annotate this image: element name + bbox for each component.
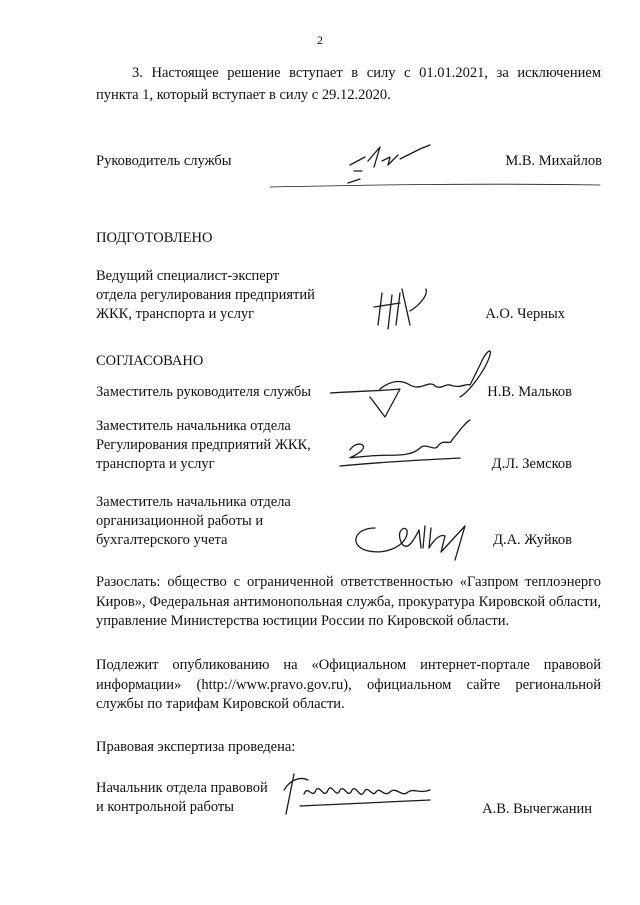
distribution-text: Разослать: общество с ограниченной ответственностью «Газпром теплоэнерго Киров», Федеральная антимонопольная служба, прокуратура Кировской области, управление Министерства юстиции России по Кировской области.	[96, 574, 601, 629]
prepared-line-3: ЖКК, транспорта и услуг	[96, 306, 255, 322]
head-position: Руководитель службы	[96, 153, 232, 169]
agreed-1-line-1: Заместитель руководителя службы	[96, 384, 312, 400]
agreed-2-line-3: транспорта и услуг	[96, 456, 215, 472]
agreed-3-line-1: Заместитель начальника отдела	[96, 494, 291, 510]
head-name: М.В. Михайлов	[505, 153, 602, 169]
legal-head-line-1: Начальник отдела правовой	[96, 780, 268, 796]
prepared-signature	[370, 285, 440, 335]
agreed-3-line-3: бухгалтерского учета	[96, 532, 228, 548]
agreed-2-line-2: Регулирования предприятий ЖКК,	[96, 437, 311, 453]
page-number: 2	[317, 33, 323, 47]
agreed-1-name: Н.В. Мальков	[487, 384, 572, 400]
agreed-3-name: Д.А. Жуйков	[493, 532, 572, 548]
agreed-3-line-2: организационной работы и	[96, 513, 264, 529]
legal-head-signature	[280, 770, 440, 825]
prepared-line-1: Ведущий специалист-эксперт	[96, 268, 280, 284]
publication-text: Подлежит опубликованию на «Официальном интернет-портале правовой информации» (http://www.pravo.gov.ru), официальном сайте региональной службы по тарифам Кировской области.	[96, 657, 601, 712]
legal-head-name: А.В. Вычегжанин	[482, 801, 592, 817]
agreed-2-name: Д.Л. Земсков	[491, 456, 572, 472]
prepared-name: А.О. Черных	[485, 306, 565, 322]
clause-3	[96, 62, 601, 106]
agreed-2-line-1: Заместитель начальника отдела	[96, 418, 291, 434]
prepared-heading: ПОДГОТОВЛЕНО	[96, 230, 213, 246]
prepared-line-2: отдела регулирования предприятий	[96, 287, 315, 303]
clause-3-text: 3. Настоящее решение вступает в силу с 01.01.2021, за исключением пункта 1, который вступает в силу с 29.12.2020.	[96, 65, 601, 103]
agreed-heading: СОГЛАСОВАНО	[96, 353, 204, 369]
legal-head-line-2: и контрольной работы	[96, 799, 234, 815]
legal-review-label: Правовая экспертиза проведена:	[96, 739, 296, 755]
